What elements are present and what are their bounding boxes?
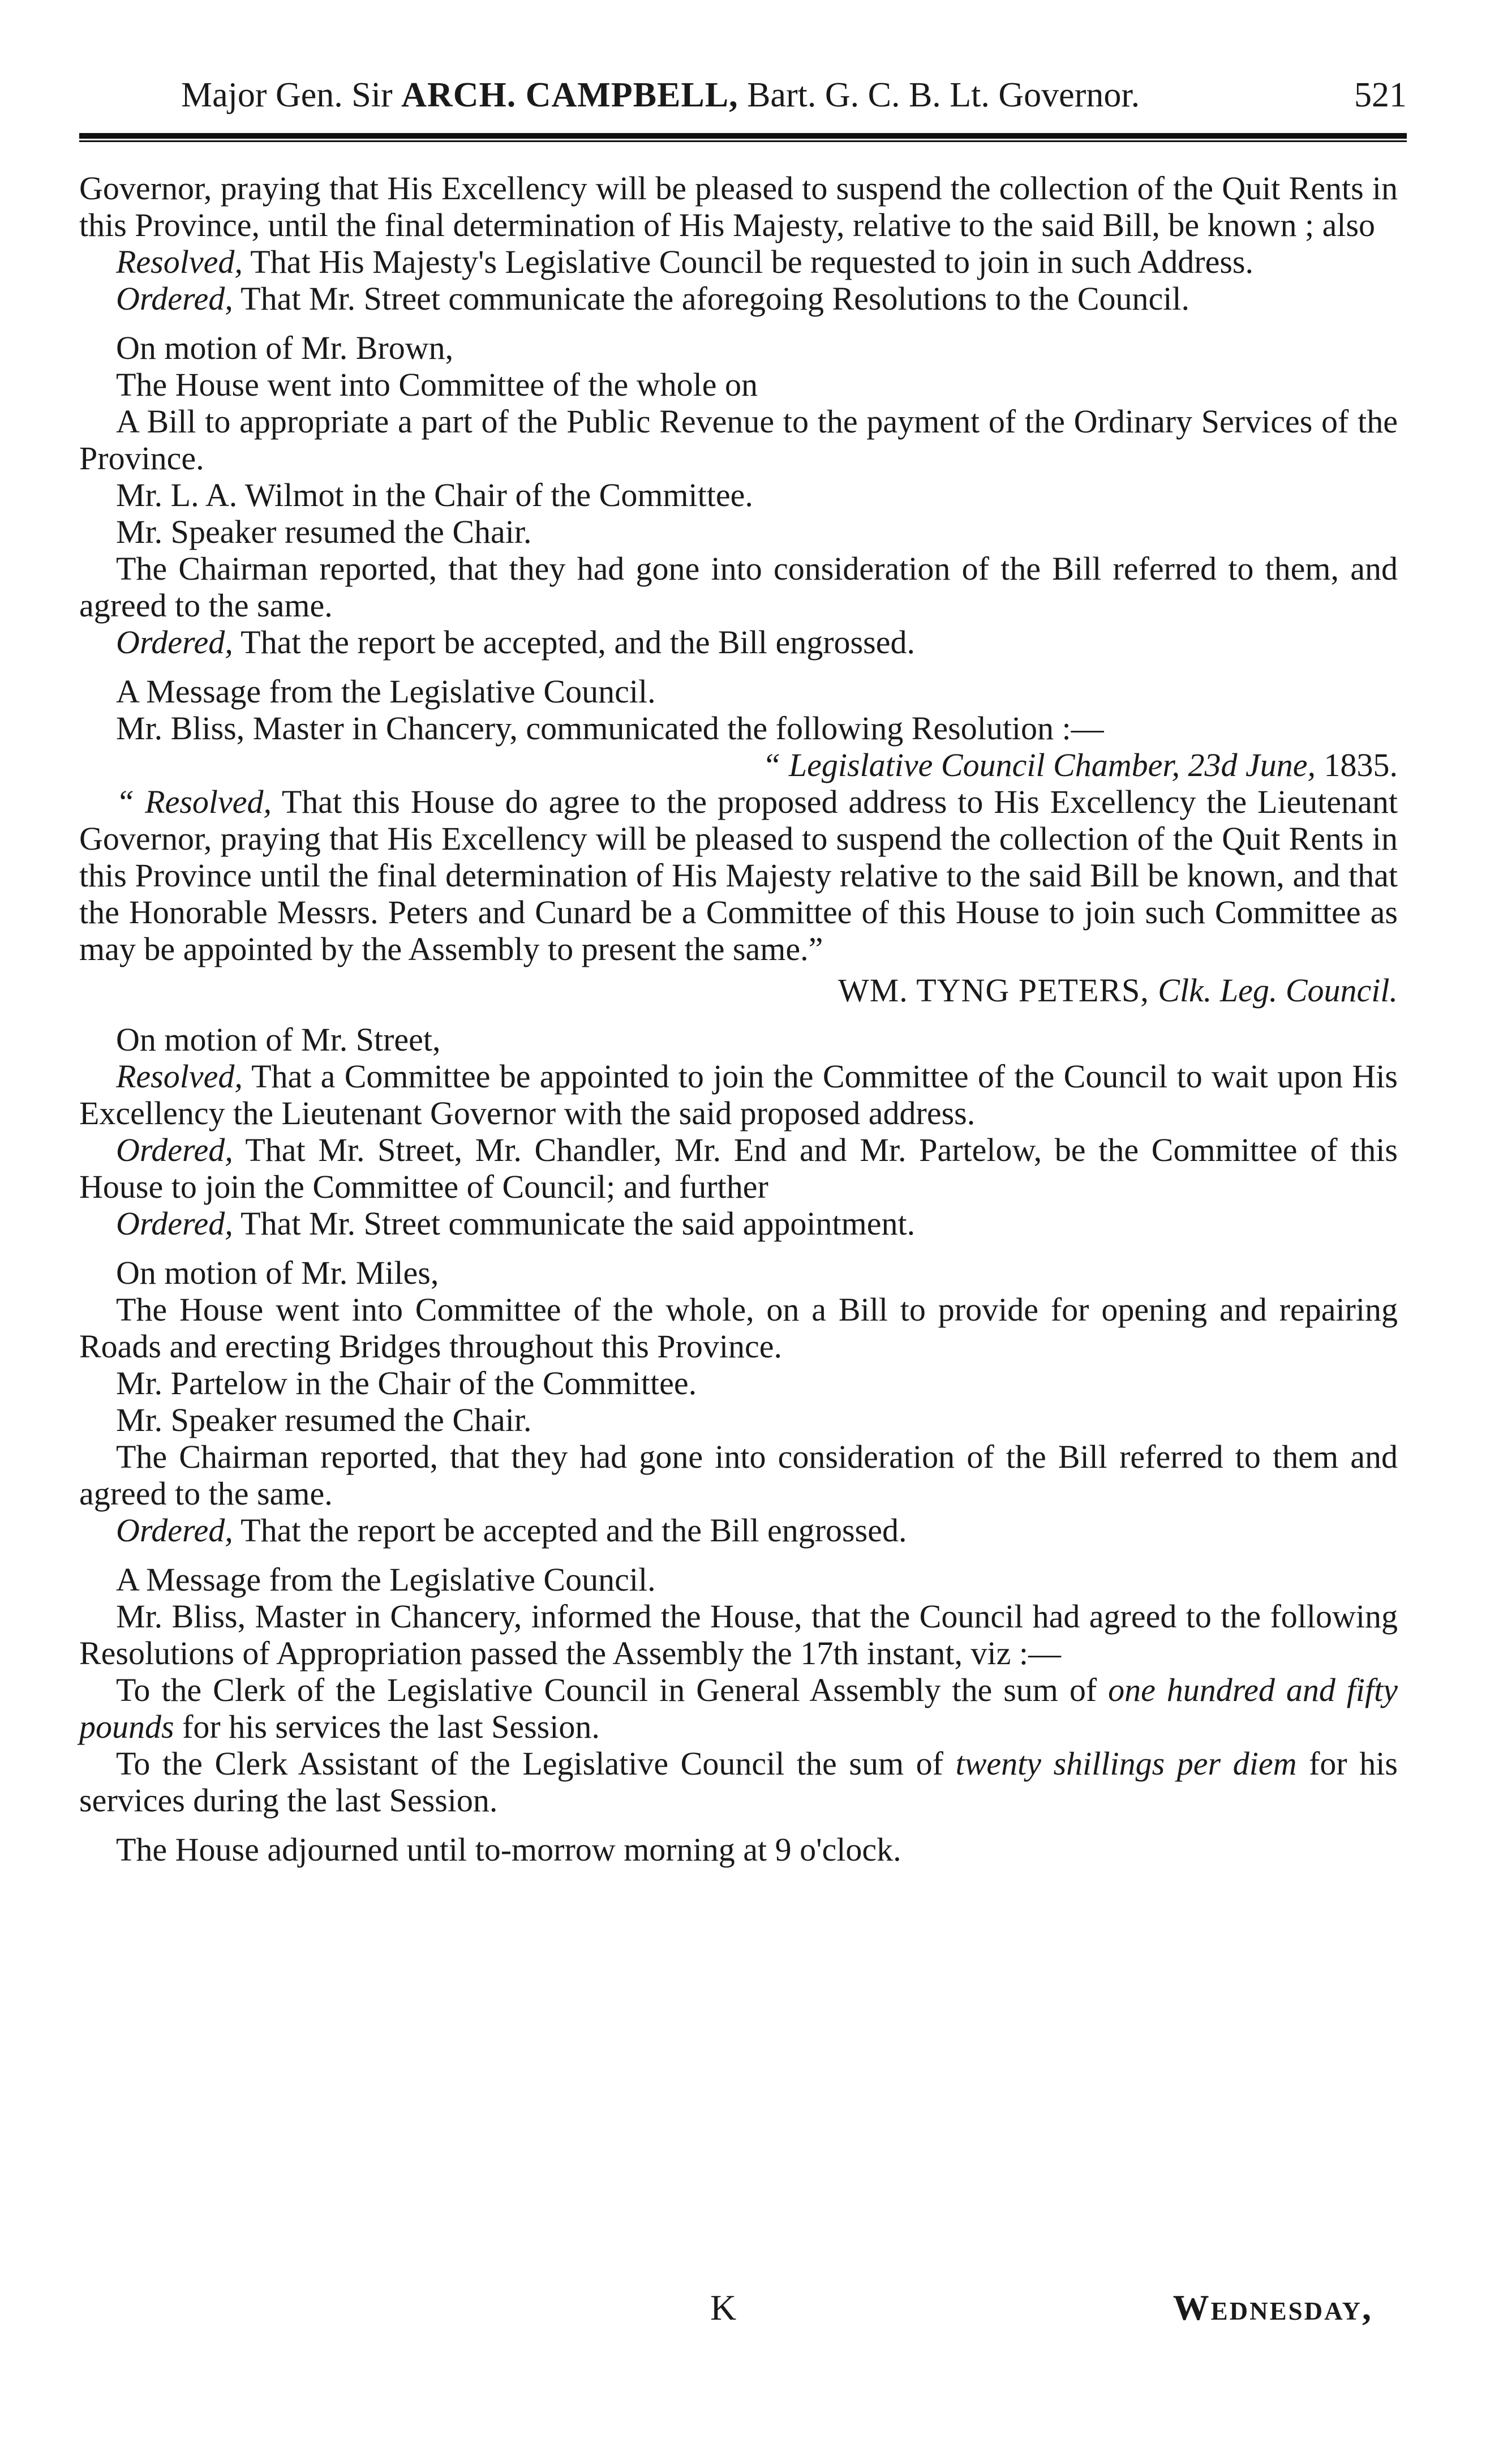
paragraph-text: The House went into Committee of the whole on (116, 366, 758, 403)
signature-mark: K (710, 2287, 737, 2328)
paragraph (79, 1291, 1398, 1365)
running-title: Major Gen. Sir ARCH. CAMPBELL, Bart. G. C. B. Lt. Governor. (181, 76, 1140, 114)
paragraph-text: That the report be accepted, and the Bill engrossed. (233, 624, 915, 661)
running-header (79, 67, 1407, 123)
paragraph-lead: Ordered, (116, 624, 233, 661)
paragraph-text: A Message from the Legislative Council. (116, 673, 656, 710)
paragraph-text: On motion of Mr. Street, (116, 1021, 441, 1058)
paragraph (79, 1598, 1398, 1672)
paragraph (79, 783, 1398, 967)
paragraph-lead: Resolved, (116, 1058, 243, 1095)
page-number: 521 (1354, 76, 1407, 114)
paragraph-text: The House went into Committee of the whole, on a Bill to provide for opening and repairing Roads and erecting Bridges throughout this Province. (79, 1291, 1398, 1365)
signature-line: WM. TYNG PETERS, Clk. Leg. Council. (838, 972, 1398, 1009)
paragraph (79, 1438, 1398, 1512)
paragraph (79, 1512, 1398, 1549)
paragraph-text: That Mr. Street communicate the aforegoing Resolutions to the Council. (233, 280, 1189, 317)
paragraph-tail: for his services during the last Session. (79, 1745, 1398, 1819)
paragraph-text: To the Clerk of the Legislative Council in General Assembly the sum of (116, 1672, 1109, 1708)
paragraph (79, 366, 1398, 403)
paragraph-text: That Mr. Street communicate the said appointment. (233, 1205, 916, 1242)
paragraph (79, 1402, 1398, 1438)
paragraph-text: Governor, praying that His Excellency will be pleased to suspend the collection of the Quit Rents in this Province, until the final determination of His Majesty, relative to the said Bill, be known ; also (79, 170, 1398, 243)
paragraph (79, 170, 1398, 243)
text-section-2 (79, 1021, 1398, 1868)
paragraph-lead: Ordered, (116, 1132, 233, 1168)
paragraph-text: To the Clerk Assistant of the Legislative Council the sum of (116, 1745, 956, 1782)
paragraph-lead: Ordered, (116, 1512, 233, 1549)
paragraph-text: That this House do agree to the proposed address to His Excellency the Lieutenant Governor, praying that His Excellency will be pleased to suspend the collection of the Quit Rents in this Province until the final determination of His Majesty relative to the said Bill be known, and that the Honorable Messrs. Peters and Cunard be a Committee of this House to join such Committee as may be appointed by the Assembly to present the same.” (79, 783, 1398, 967)
paragraph (79, 513, 1398, 550)
paragraph-text: Mr. Speaker resumed the Chair. (116, 513, 532, 550)
page-body (79, 170, 1398, 1868)
paragraph-text: That the report be accepted and the Bill engrossed. (233, 1512, 907, 1549)
text-section-1 (79, 170, 1398, 967)
paragraph-text: Mr. Speaker resumed the Chair. (116, 1402, 532, 1438)
paragraph-lead: Ordered, (116, 1205, 233, 1242)
paragraph-text: Mr. Partelow in the Chair of the Committee. (116, 1365, 697, 1402)
paragraph (79, 329, 1398, 366)
paragraph-emphasis: twenty shillings per diem (955, 1745, 1297, 1782)
paragraph (79, 1745, 1398, 1819)
paragraph-lead: Ordered, (116, 280, 233, 317)
paragraph (79, 1058, 1398, 1132)
paragraph-text: That a Committee be appointed to join the Committee of the Council to wait upon His Excellency the Lieutenant Governor with the said proposed address. (79, 1058, 1398, 1132)
paragraph-tail: for his services the last Session. (174, 1708, 600, 1745)
paragraph (79, 1205, 1398, 1242)
paragraph-text: Mr. Bliss, Master in Chancery, communicated the following Resolution :— (116, 710, 1104, 747)
paragraph (79, 747, 1398, 783)
paragraph (79, 1672, 1398, 1745)
paragraph-text: That His Majesty's Legislative Council be requested to join in such Address. (242, 243, 1254, 280)
paragraph-text: On motion of Mr. Brown, (116, 329, 454, 366)
paragraph (79, 1132, 1398, 1205)
paragraph (79, 1021, 1398, 1058)
paragraph-text: A Bill to appropriate a part of the Public Revenue to the payment of the Ordinary Services of the Province. (79, 403, 1398, 477)
paragraph (79, 403, 1398, 477)
paragraph-text: That Mr. Street, Mr. Chandler, Mr. End and Mr. Partelow, be the Committee of this House to join the Committee of Council; and further (79, 1132, 1398, 1205)
paragraph (79, 550, 1398, 624)
catchword: Wednesday, (1173, 2287, 1373, 2328)
paragraph (79, 477, 1398, 513)
paragraph (79, 1831, 1398, 1868)
paragraph (79, 243, 1398, 280)
paragraph (79, 673, 1398, 710)
paragraph-text: Mr. L. A. Wilmot in the Chair of the Committee. (116, 477, 753, 513)
paragraph (79, 710, 1398, 747)
paragraph (79, 1254, 1398, 1291)
paragraph-text: The Chairman reported, that they had gone into consideration of the Bill referred to them and agreed to the same. (79, 1438, 1398, 1512)
paragraph (79, 624, 1398, 661)
paragraph-emphasis: one hundred and fifty pounds (79, 1672, 1398, 1745)
paragraph-lead: “ Legislative Council Chamber, 23d June, (762, 747, 1316, 783)
paragraph-text: The Chairman reported, that they had gone into consideration of the Bill referred to them, and agreed to the same. (79, 550, 1398, 624)
paragraph-text: 1835. (1316, 747, 1398, 783)
page-footer (79, 2287, 1407, 2338)
paragraph (79, 280, 1398, 317)
paragraph-lead: “ Resolved, (116, 783, 272, 820)
paragraph-text: On motion of Mr. Miles, (116, 1254, 439, 1291)
header-rule (79, 133, 1407, 142)
paragraph-text: The House adjourned until to-morrow morning at 9 o'clock. (116, 1831, 901, 1868)
paragraph-lead: Resolved, (116, 243, 243, 280)
paragraph (79, 1561, 1398, 1598)
paragraph-text: A Message from the Legislative Council. (116, 1561, 656, 1598)
paragraph (79, 1365, 1398, 1402)
paragraph-text: Mr. Bliss, Master in Chancery, informed the House, that the Council had agreed to the following Resolutions of Appropriation passed the Assembly the 17th instant, viz :— (79, 1598, 1398, 1672)
